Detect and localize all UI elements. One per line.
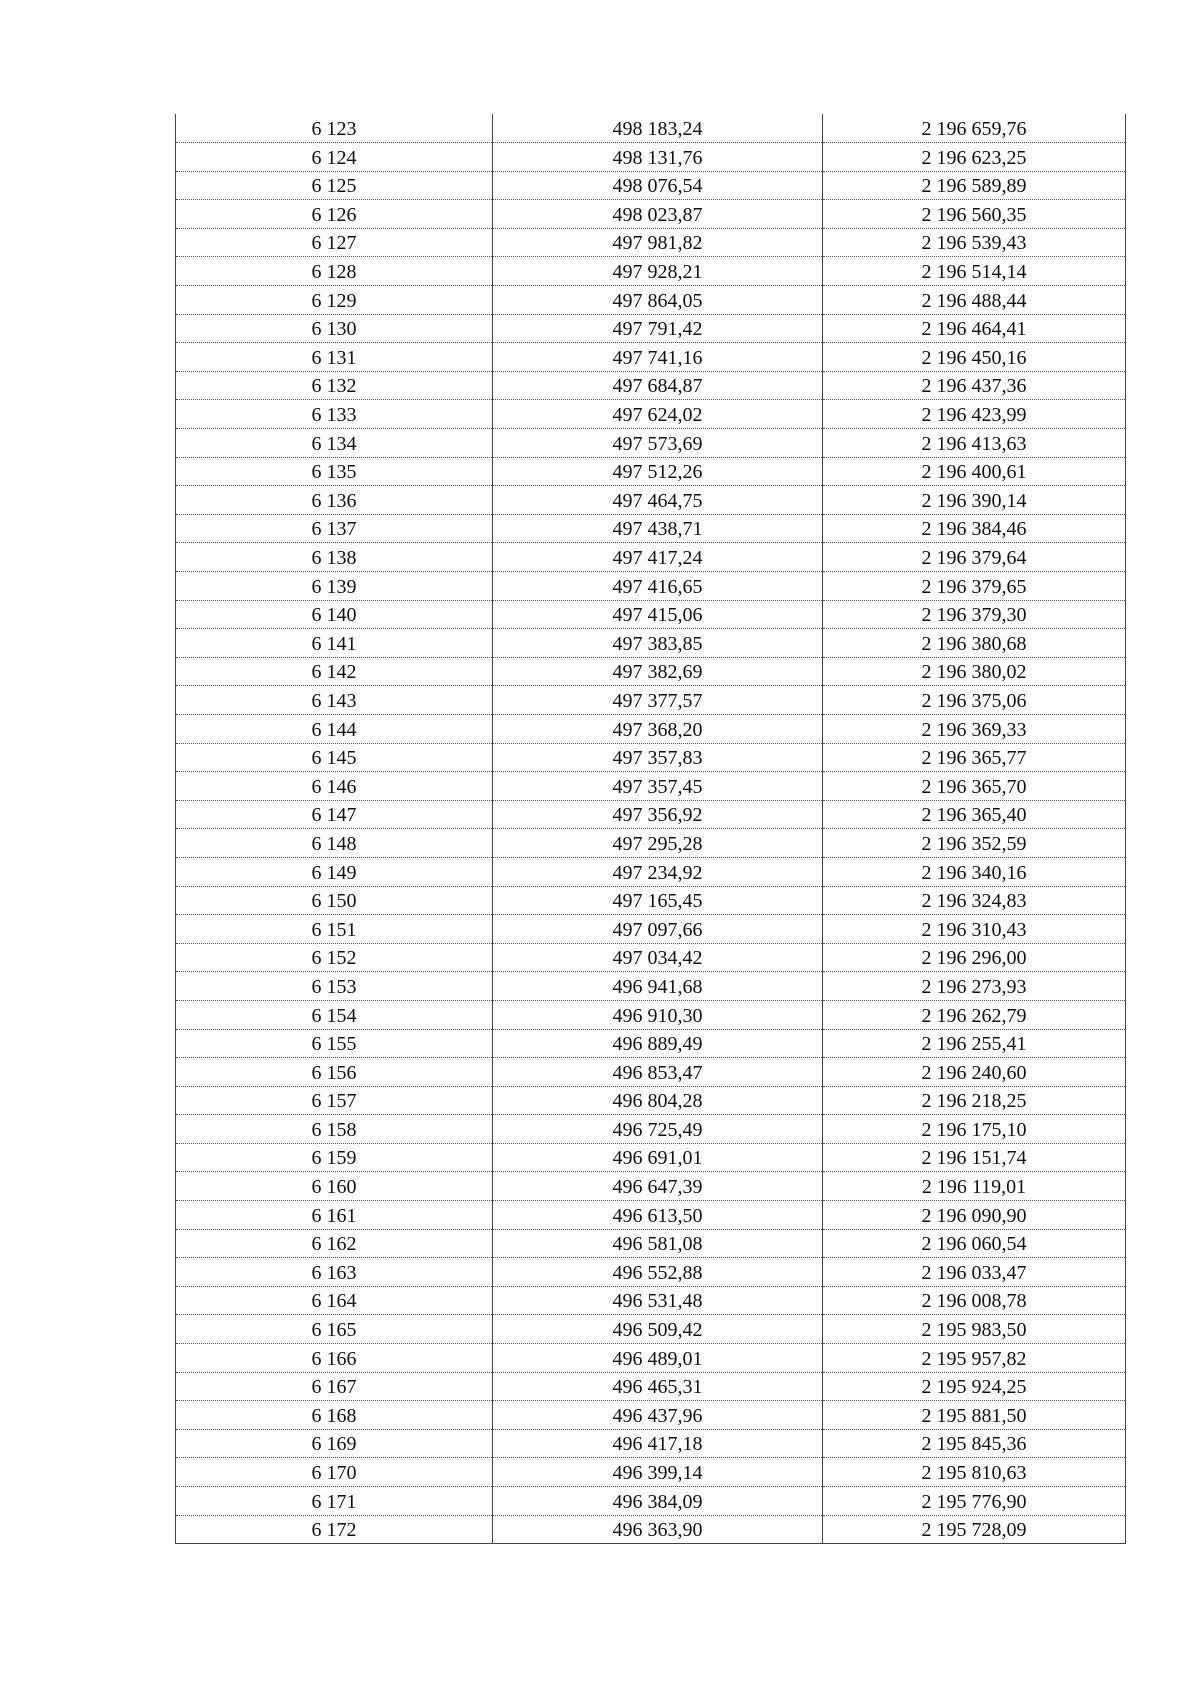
- y-coordinate-cell: 2 196 379,64: [823, 543, 1126, 572]
- table-row: [176, 829, 1126, 858]
- coordinates-table: [175, 114, 1126, 1544]
- table-row: [176, 343, 1126, 372]
- y-coordinate-cell: 2 196 310,43: [823, 915, 1126, 944]
- x-coordinate-cell: 496 941,68: [493, 972, 823, 1001]
- y-coordinate-cell: 2 196 623,25: [823, 143, 1126, 172]
- table-row: [176, 171, 1126, 200]
- point-number-cell: 6 129: [176, 286, 493, 315]
- table-row: [176, 1372, 1126, 1401]
- table-row: [176, 1286, 1126, 1315]
- y-coordinate-cell: 2 195 810,63: [823, 1458, 1126, 1487]
- x-coordinate-cell: 497 684,87: [493, 371, 823, 400]
- point-number-cell: 6 134: [176, 429, 493, 458]
- point-number-cell: 6 126: [176, 200, 493, 229]
- x-coordinate-cell: 496 384,09: [493, 1487, 823, 1516]
- x-coordinate-cell: 497 741,16: [493, 343, 823, 372]
- table-row: [176, 514, 1126, 543]
- point-number-cell: 6 125: [176, 171, 493, 200]
- y-coordinate-cell: 2 196 380,68: [823, 629, 1126, 658]
- y-coordinate-cell: 2 196 413,63: [823, 429, 1126, 458]
- point-number-cell: 6 158: [176, 1115, 493, 1144]
- x-coordinate-cell: 496 399,14: [493, 1458, 823, 1487]
- point-number-cell: 6 135: [176, 457, 493, 486]
- y-coordinate-cell: 2 196 464,41: [823, 314, 1126, 343]
- table-row: [176, 286, 1126, 315]
- y-coordinate-cell: 2 196 352,59: [823, 829, 1126, 858]
- point-number-cell: 6 161: [176, 1201, 493, 1230]
- y-coordinate-cell: 2 196 340,16: [823, 857, 1126, 886]
- x-coordinate-cell: 497 438,71: [493, 514, 823, 543]
- table-row: [176, 400, 1126, 429]
- y-coordinate-cell: 2 196 423,99: [823, 400, 1126, 429]
- point-number-cell: 6 154: [176, 1000, 493, 1029]
- x-coordinate-cell: 496 531,48: [493, 1286, 823, 1315]
- x-coordinate-cell: 496 691,01: [493, 1143, 823, 1172]
- table-row: [176, 972, 1126, 1001]
- point-number-cell: 6 127: [176, 228, 493, 257]
- table-row: [176, 1086, 1126, 1115]
- y-coordinate-cell: 2 196 659,76: [823, 114, 1126, 143]
- table-row: [176, 743, 1126, 772]
- x-coordinate-cell: 496 647,39: [493, 1172, 823, 1201]
- point-number-cell: 6 151: [176, 915, 493, 944]
- point-number-cell: 6 172: [176, 1515, 493, 1544]
- y-coordinate-cell: 2 196 369,33: [823, 714, 1126, 743]
- y-coordinate-cell: 2 196 589,89: [823, 171, 1126, 200]
- table-row: [176, 1172, 1126, 1201]
- y-coordinate-cell: 2 196 365,77: [823, 743, 1126, 772]
- y-coordinate-cell: 2 195 776,90: [823, 1487, 1126, 1516]
- y-coordinate-cell: 2 196 324,83: [823, 886, 1126, 915]
- table-row: [176, 486, 1126, 515]
- table-row: [176, 257, 1126, 286]
- point-number-cell: 6 142: [176, 657, 493, 686]
- point-number-cell: 6 149: [176, 857, 493, 886]
- x-coordinate-cell: 498 183,24: [493, 114, 823, 143]
- point-number-cell: 6 128: [176, 257, 493, 286]
- table-row: [176, 657, 1126, 686]
- point-number-cell: 6 150: [176, 886, 493, 915]
- x-coordinate-cell: 497 464,75: [493, 486, 823, 515]
- x-coordinate-cell: 497 097,66: [493, 915, 823, 944]
- y-coordinate-cell: 2 196 380,02: [823, 657, 1126, 686]
- x-coordinate-cell: 497 416,65: [493, 572, 823, 601]
- x-coordinate-cell: 496 725,49: [493, 1115, 823, 1144]
- y-coordinate-cell: 2 196 090,90: [823, 1201, 1126, 1230]
- x-coordinate-cell: 497 864,05: [493, 286, 823, 315]
- table-row: [176, 1115, 1126, 1144]
- point-number-cell: 6 137: [176, 514, 493, 543]
- table-row: [176, 629, 1126, 658]
- y-coordinate-cell: 2 195 881,50: [823, 1401, 1126, 1430]
- x-coordinate-cell: 497 382,69: [493, 657, 823, 686]
- x-coordinate-cell: 496 437,96: [493, 1401, 823, 1430]
- point-number-cell: 6 153: [176, 972, 493, 1001]
- y-coordinate-cell: 2 196 151,74: [823, 1143, 1126, 1172]
- y-coordinate-cell: 2 195 983,50: [823, 1315, 1126, 1344]
- y-coordinate-cell: 2 196 514,14: [823, 257, 1126, 286]
- table-row: [176, 314, 1126, 343]
- point-number-cell: 6 157: [176, 1086, 493, 1115]
- y-coordinate-cell: 2 196 437,36: [823, 371, 1126, 400]
- x-coordinate-cell: 496 509,42: [493, 1315, 823, 1344]
- point-number-cell: 6 166: [176, 1344, 493, 1373]
- table-row: [176, 1315, 1126, 1344]
- x-coordinate-cell: 497 356,92: [493, 800, 823, 829]
- x-coordinate-cell: 497 981,82: [493, 228, 823, 257]
- x-coordinate-cell: 496 489,01: [493, 1344, 823, 1373]
- point-number-cell: 6 139: [176, 572, 493, 601]
- y-coordinate-cell: 2 196 539,43: [823, 228, 1126, 257]
- point-number-cell: 6 162: [176, 1229, 493, 1258]
- table-row: [176, 600, 1126, 629]
- table-row: [176, 114, 1126, 143]
- x-coordinate-cell: 497 624,02: [493, 400, 823, 429]
- x-coordinate-cell: 497 234,92: [493, 857, 823, 886]
- x-coordinate-cell: 497 295,28: [493, 829, 823, 858]
- point-number-cell: 6 159: [176, 1143, 493, 1172]
- point-number-cell: 6 145: [176, 743, 493, 772]
- table-row: [176, 714, 1126, 743]
- table-row: [176, 1201, 1126, 1230]
- x-coordinate-cell: 496 465,31: [493, 1372, 823, 1401]
- table-row: [176, 1258, 1126, 1287]
- y-coordinate-cell: 2 196 273,93: [823, 972, 1126, 1001]
- point-number-cell: 6 136: [176, 486, 493, 515]
- x-coordinate-cell: 497 928,21: [493, 257, 823, 286]
- table-row: [176, 772, 1126, 801]
- y-coordinate-cell: 2 196 379,65: [823, 572, 1126, 601]
- x-coordinate-cell: 497 573,69: [493, 429, 823, 458]
- x-coordinate-cell: 498 023,87: [493, 200, 823, 229]
- x-coordinate-cell: 496 613,50: [493, 1201, 823, 1230]
- point-number-cell: 6 124: [176, 143, 493, 172]
- y-coordinate-cell: 2 196 240,60: [823, 1058, 1126, 1087]
- table-row: [176, 543, 1126, 572]
- x-coordinate-cell: 497 415,06: [493, 600, 823, 629]
- point-number-cell: 6 167: [176, 1372, 493, 1401]
- y-coordinate-cell: 2 195 924,25: [823, 1372, 1126, 1401]
- x-coordinate-cell: 497 512,26: [493, 457, 823, 486]
- y-coordinate-cell: 2 196 560,35: [823, 200, 1126, 229]
- table-row: [176, 228, 1126, 257]
- table-row: [176, 429, 1126, 458]
- point-number-cell: 6 143: [176, 686, 493, 715]
- table-row: [176, 457, 1126, 486]
- table-row: [176, 1458, 1126, 1487]
- point-number-cell: 6 160: [176, 1172, 493, 1201]
- point-number-cell: 6 165: [176, 1315, 493, 1344]
- table-row: [176, 1429, 1126, 1458]
- x-coordinate-cell: 497 383,85: [493, 629, 823, 658]
- table-row: [176, 371, 1126, 400]
- y-coordinate-cell: 2 196 450,16: [823, 343, 1126, 372]
- table-row: [176, 200, 1126, 229]
- x-coordinate-cell: 497 357,83: [493, 743, 823, 772]
- x-coordinate-cell: 497 034,42: [493, 943, 823, 972]
- point-number-cell: 6 148: [176, 829, 493, 858]
- table-row: [176, 572, 1126, 601]
- point-number-cell: 6 123: [176, 114, 493, 143]
- x-coordinate-cell: 497 417,24: [493, 543, 823, 572]
- y-coordinate-cell: 2 196 375,06: [823, 686, 1126, 715]
- point-number-cell: 6 133: [176, 400, 493, 429]
- x-coordinate-cell: 496 853,47: [493, 1058, 823, 1087]
- y-coordinate-cell: 2 196 033,47: [823, 1258, 1126, 1287]
- y-coordinate-cell: 2 196 365,70: [823, 772, 1126, 801]
- x-coordinate-cell: 496 889,49: [493, 1029, 823, 1058]
- x-coordinate-cell: 496 910,30: [493, 1000, 823, 1029]
- y-coordinate-cell: 2 196 255,41: [823, 1029, 1126, 1058]
- table-row: [176, 800, 1126, 829]
- point-number-cell: 6 164: [176, 1286, 493, 1315]
- x-coordinate-cell: 497 791,42: [493, 314, 823, 343]
- point-number-cell: 6 168: [176, 1401, 493, 1430]
- y-coordinate-cell: 2 196 384,46: [823, 514, 1126, 543]
- table-row: [176, 943, 1126, 972]
- table-row: [176, 1143, 1126, 1172]
- x-coordinate-cell: 496 417,18: [493, 1429, 823, 1458]
- point-number-cell: 6 147: [176, 800, 493, 829]
- x-coordinate-cell: 497 377,57: [493, 686, 823, 715]
- y-coordinate-cell: 2 196 008,78: [823, 1286, 1126, 1315]
- x-coordinate-cell: 496 363,90: [493, 1515, 823, 1544]
- point-number-cell: 6 138: [176, 543, 493, 572]
- point-number-cell: 6 163: [176, 1258, 493, 1287]
- y-coordinate-cell: 2 196 400,61: [823, 457, 1126, 486]
- point-number-cell: 6 152: [176, 943, 493, 972]
- y-coordinate-cell: 2 196 262,79: [823, 1000, 1126, 1029]
- table-row: [176, 143, 1126, 172]
- x-coordinate-cell: 496 804,28: [493, 1086, 823, 1115]
- point-number-cell: 6 131: [176, 343, 493, 372]
- point-number-cell: 6 144: [176, 714, 493, 743]
- table-row: [176, 686, 1126, 715]
- point-number-cell: 6 169: [176, 1429, 493, 1458]
- point-number-cell: 6 140: [176, 600, 493, 629]
- y-coordinate-cell: 2 195 957,82: [823, 1344, 1126, 1373]
- y-coordinate-cell: 2 196 488,44: [823, 286, 1126, 315]
- y-coordinate-cell: 2 195 728,09: [823, 1515, 1126, 1544]
- y-coordinate-cell: 2 196 390,14: [823, 486, 1126, 515]
- point-number-cell: 6 171: [176, 1487, 493, 1516]
- table-row: [176, 1058, 1126, 1087]
- table-row: [176, 1000, 1126, 1029]
- y-coordinate-cell: 2 196 119,01: [823, 1172, 1126, 1201]
- table-row: [176, 1029, 1126, 1058]
- y-coordinate-cell: 2 196 175,10: [823, 1115, 1126, 1144]
- y-coordinate-cell: 2 196 379,30: [823, 600, 1126, 629]
- point-number-cell: 6 170: [176, 1458, 493, 1487]
- x-coordinate-cell: 498 076,54: [493, 171, 823, 200]
- x-coordinate-cell: 497 165,45: [493, 886, 823, 915]
- table-row: [176, 1229, 1126, 1258]
- point-number-cell: 6 130: [176, 314, 493, 343]
- x-coordinate-cell: 497 357,45: [493, 772, 823, 801]
- point-number-cell: 6 146: [176, 772, 493, 801]
- table-row: [176, 1515, 1126, 1544]
- point-number-cell: 6 155: [176, 1029, 493, 1058]
- y-coordinate-cell: 2 195 845,36: [823, 1429, 1126, 1458]
- point-number-cell: 6 156: [176, 1058, 493, 1087]
- table-row: [176, 1487, 1126, 1516]
- coordinates-table-body: [176, 114, 1126, 1544]
- table-row: [176, 1401, 1126, 1430]
- x-coordinate-cell: 496 581,08: [493, 1229, 823, 1258]
- table-row: [176, 915, 1126, 944]
- y-coordinate-cell: 2 196 296,00: [823, 943, 1126, 972]
- table-row: [176, 857, 1126, 886]
- table-row: [176, 886, 1126, 915]
- point-number-cell: 6 132: [176, 371, 493, 400]
- y-coordinate-cell: 2 196 060,54: [823, 1229, 1126, 1258]
- y-coordinate-cell: 2 196 365,40: [823, 800, 1126, 829]
- table-row: [176, 1344, 1126, 1373]
- x-coordinate-cell: 496 552,88: [493, 1258, 823, 1287]
- point-number-cell: 6 141: [176, 629, 493, 658]
- y-coordinate-cell: 2 196 218,25: [823, 1086, 1126, 1115]
- x-coordinate-cell: 498 131,76: [493, 143, 823, 172]
- x-coordinate-cell: 497 368,20: [493, 714, 823, 743]
